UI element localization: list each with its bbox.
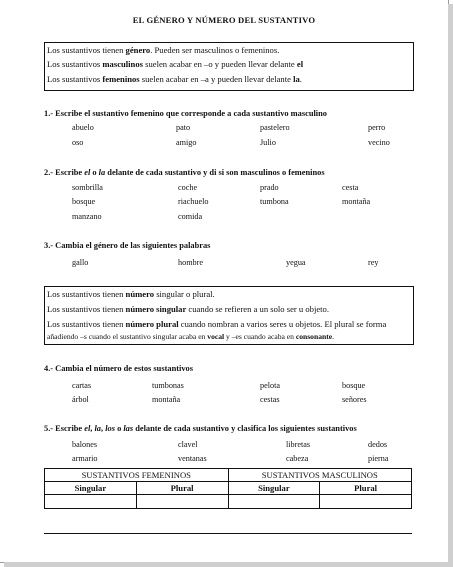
classification-table — [44, 468, 412, 509]
q1-word: pato — [176, 123, 191, 132]
q5-word: pierna — [368, 454, 389, 463]
question-5-heading — [44, 424, 357, 434]
q5-word: cabeza — [286, 454, 309, 463]
q4-word: tumbonas — [152, 381, 184, 390]
number-rule-line-4 — [47, 332, 334, 342]
text: , — [101, 424, 106, 433]
text: Los sustantivos — [47, 59, 103, 69]
text: Los sustantivos tienen — [47, 319, 126, 329]
text: 4.- Cambia el — [44, 364, 94, 373]
q2-word: riachuelo — [178, 197, 209, 206]
keyword: vocal — [207, 332, 225, 341]
q2-word: coche — [178, 183, 198, 192]
keyword: número — [125, 289, 155, 299]
q2-word: manzano — [72, 212, 102, 221]
article: las — [123, 424, 134, 433]
question-4-heading — [44, 364, 193, 374]
q2-word: bosque — [72, 197, 96, 206]
text: o — [114, 424, 124, 433]
q1-word: perro — [368, 123, 386, 132]
page-shadow-right — [448, 4, 453, 567]
q3-word: hombre — [178, 258, 204, 267]
article: los — [105, 424, 115, 433]
answer-cell[interactable] — [228, 495, 320, 509]
gender-rule-line-3 — [47, 74, 302, 84]
number-rule-line-3 — [47, 319, 386, 329]
text: . — [332, 332, 335, 341]
number-rule-line-2 — [47, 304, 329, 314]
text: 5.- Escribe — [44, 424, 85, 433]
answer-cell[interactable] — [45, 495, 137, 509]
page-shadow-bottom — [4, 562, 453, 567]
text: delante de cada sustantivo y di si son masculinos o femeninos — [105, 168, 325, 177]
article: la — [94, 424, 101, 433]
keyword: número plural — [125, 319, 179, 329]
text: añadiendo –s cuando el sustantivo singular acaba en — [47, 332, 208, 341]
article: la — [98, 168, 106, 177]
q1-word: oso — [72, 138, 84, 147]
q3-word: gallo — [72, 258, 89, 267]
text: , — [90, 424, 95, 433]
q4-word: cartas — [72, 381, 92, 390]
q2-word: cesta — [342, 183, 359, 192]
q2-word: tumbona — [260, 197, 289, 206]
q1-word: Julio — [260, 138, 276, 147]
text: 2.- Escribe — [44, 168, 85, 177]
q4-word: cestas — [260, 395, 280, 404]
q2-word: sombrilla — [72, 183, 103, 192]
q4-word: montaña — [152, 395, 181, 404]
header-masc-singular: Singular — [228, 482, 320, 495]
q2-word: comida — [178, 212, 203, 221]
article: el — [84, 424, 91, 433]
keyword: género — [125, 45, 151, 55]
keyword: femeninos — [102, 74, 140, 84]
q5-word: dedos — [368, 440, 388, 449]
answer-cell[interactable] — [136, 495, 228, 509]
table-header-row — [45, 469, 412, 482]
keyword: la — [293, 74, 300, 84]
q5-word: clavel — [178, 440, 198, 449]
q1-word: amigo — [176, 138, 197, 147]
q1-word: pastelero — [260, 123, 290, 132]
text: delante de cada sustantivo y clasifica los siguientes sustantivos — [133, 424, 357, 433]
header-feminine: SUSTANTIVOS FEMENINOS — [45, 469, 229, 482]
q5-word: ventanas — [178, 454, 207, 463]
q3-word: yegua — [286, 258, 306, 267]
text: Los sustantivos tienen — [47, 45, 126, 55]
q4-word: señores — [342, 395, 367, 404]
keyword: número singular — [125, 304, 187, 314]
keyword: número — [93, 364, 122, 373]
text: singular o plural. — [154, 289, 215, 299]
header-masc-plural: Plural — [320, 482, 412, 495]
text: Los sustantivos tienen — [47, 289, 126, 299]
text: o — [90, 168, 99, 177]
q2-word: montaña — [342, 197, 371, 206]
q4-word: bosque — [342, 381, 366, 390]
question-3-heading: 3.- Cambia el género de las siguientes palabras — [44, 241, 211, 250]
q5-word: armario — [72, 454, 98, 463]
keyword: consonante — [295, 332, 333, 341]
text: Los sustantivos tienen — [47, 304, 126, 314]
text: . — [299, 74, 302, 84]
q1-word: abuelo — [72, 123, 94, 132]
q4-word: pelota — [260, 381, 281, 390]
text: . Pueden ser masculinos o femeninos. — [150, 45, 280, 55]
gender-rule-line-2 — [47, 59, 303, 69]
question-2-heading — [44, 168, 325, 178]
q3-word: rey — [368, 258, 379, 267]
text: cuando nombran a varios seres u objetos. El plural se forma — [178, 319, 387, 329]
question-1-heading: 1.- Escribe el sustantivo femenino que corresponde a cada sustantivo masculino — [44, 109, 327, 118]
article: el — [84, 168, 91, 177]
bottom-rule — [44, 533, 412, 534]
text: y –es cuando acaba en — [224, 332, 296, 341]
keyword: el — [296, 59, 304, 69]
page-title: EL GÉNERO Y NÚMERO DEL SUSTANTIVO — [132, 15, 316, 25]
header-fem-plural: Plural — [136, 482, 228, 495]
header-fem-singular: Singular — [45, 482, 137, 495]
q4-word: árbol — [72, 395, 89, 404]
header-masculine: SUSTANTIVOS MASCULINOS — [228, 469, 412, 482]
table-subheader-row — [45, 482, 412, 495]
number-rule-line-1 — [47, 289, 215, 299]
table-row — [45, 495, 412, 509]
text: de estos sustantivos — [121, 364, 193, 373]
q2-word: prado — [260, 183, 279, 192]
text: suelen acabar en –o y pueden llevar delante — [142, 59, 297, 69]
answer-cell[interactable] — [320, 495, 412, 509]
q5-word: libretas — [286, 440, 311, 449]
q1-word: vecino — [368, 138, 390, 147]
text: Los sustantivos — [47, 74, 103, 84]
text: suelen acabar en –a y pueden llevar delante — [139, 74, 294, 84]
q5-word: balones — [72, 440, 98, 449]
gender-rule-line-1 — [47, 45, 279, 55]
text: cuando se refieren a un solo ser u objeto. — [186, 304, 329, 314]
keyword: masculinos — [102, 59, 143, 69]
